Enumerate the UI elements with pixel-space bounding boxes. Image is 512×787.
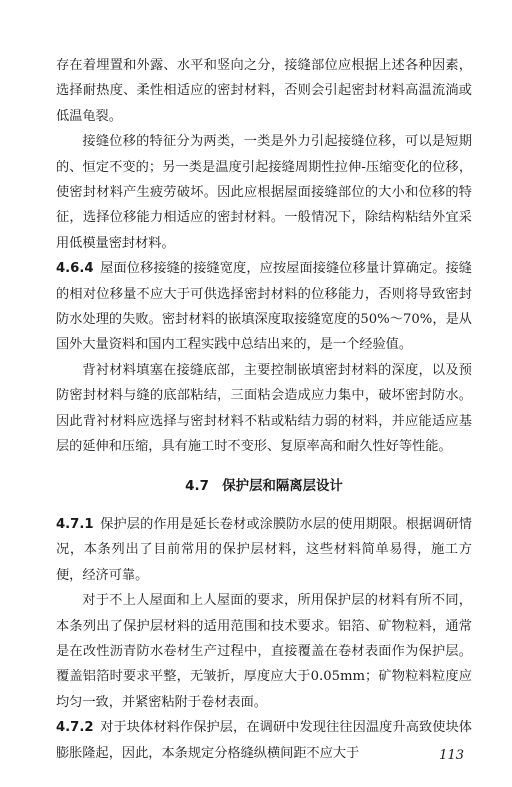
paragraph-2: 接缝位移的特征分为两类，一类是外力引起接缝位移，可以是短期的、恒定不变的；另一类是温度引起接缝周期性拉伸-压缩变化的位移，使密封材料产生疲劳破坏。因此应根据屋面接缝部位的大小和位移的特征，选择位移能力相适应的密封材料。一般情况下，除结构粘结外宜采用低模量密封材料。 (56, 134, 472, 251)
paragraph-4-7-2 (56, 715, 472, 766)
section-number: 4.7.2 (56, 720, 94, 736)
paragraph-text: 保护层的作用是延长卷材或涂膜防水层的使用期限。根据调研情况，本条列出了目前常用的保护层材料，这些材料简单易得，施工方便，经济可靠。 (56, 516, 472, 583)
paragraph-text: 对于块体材料作保护层，在调研中发现往往因温度升高致使块体膨胀隆起，因此，本条规定分格缝纵横间距不应大于 (56, 720, 472, 761)
section-number: 4.7.1 (56, 516, 94, 532)
section-heading: 4.7 保护层和隔离层设计 (185, 478, 343, 494)
paragraph-4: 背衬材料填塞在接缝底部，主要控制嵌填密封材料的深度，以及预防密封材料与缝的底部粘结，三面粘会造成应力集中，破坏密封防水。因此背衬材料应选择与密封材料不粘或粘结力弱的材料，并应能适应基层的延伸和压缩，具有施工时不变形、复原率高和耐久性好等性能。 (56, 362, 472, 455)
paragraph-text: 屋面位移接缝的接缝宽度，应按屋面接缝位移量计算确定。接缝的相对位移量不应大于可供选择密封材料的位移能力，否则将导致密封防水处理的失败。密封材料的嵌填深度取接缝宽度的50%～70%，是从国外大量资料和国内工程实践中总结出来的，是一个经验值。 (56, 261, 472, 353)
paragraph-4-7-1 (56, 512, 472, 588)
paragraph-1: 存在着埋置和外露、水平和竖向之分，接缝部位应根据上述各种因素，选择耐热度、柔性相适应的密封材料，否则会引起密封材料高温流淌或低温龟裂。 (56, 58, 472, 124)
paragraph-4-6-4 (56, 256, 472, 358)
body-text (56, 53, 472, 766)
paragraph-7: 对于不上人屋面和上人屋面的要求，所用保护层的材料有所不同，本条列出了保护层材料的适用范围和技术要求。铝箔、矿物粒料，通常是在改性沥青防水卷材生产过程中，直接覆盖在卷材表面作为保护层。覆盖铝箔时要求平整，无皱折，厚度应大于0.05mm；矿物粒料粒度应均匀一致，并紧密粘附于卷材表面。 (56, 593, 472, 710)
section-number: 4.6.4 (56, 261, 94, 277)
page-number: 113 (439, 748, 464, 763)
